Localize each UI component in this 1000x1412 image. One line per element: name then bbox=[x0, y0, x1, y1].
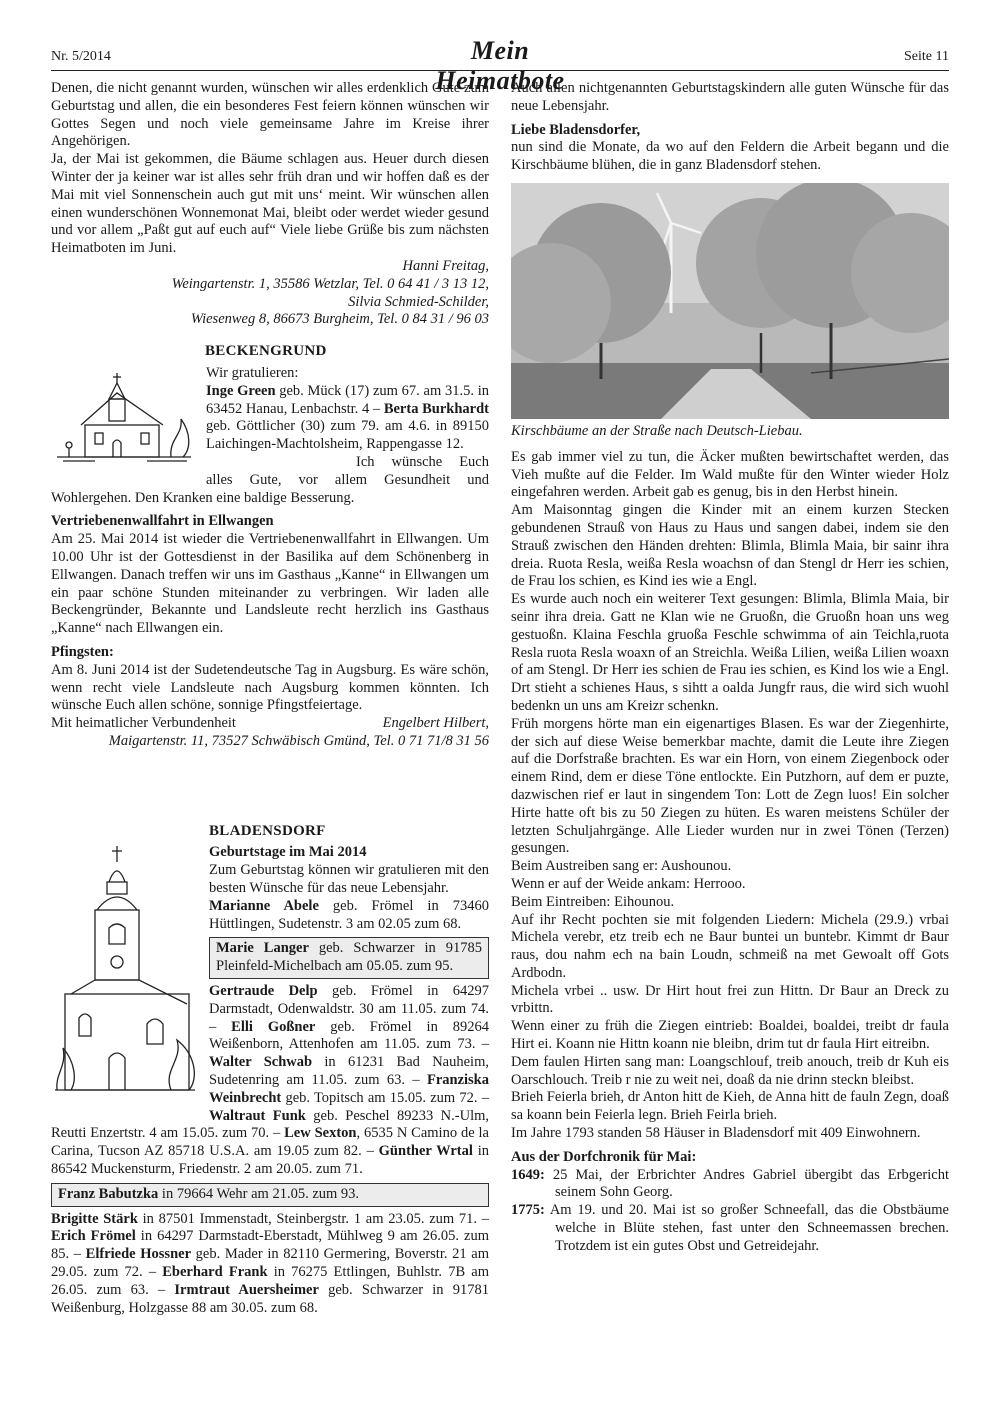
greeting-heading: Liebe Bladensdorfer, bbox=[511, 121, 641, 138]
pfingsten-text: Am 8. Juni 2014 ist der Sudetendeutsche Tag in Augsburg. Es wäre schön, wenn recht viele Landsleute nach Augsburg kommen könnten. Ich wünsche Euch allen schöne, sonnige Pfingstfeiertage. bbox=[51, 661, 489, 714]
closing-line: Mit heimatlicher Verbundenheit Engelbert Hilbert, bbox=[51, 715, 489, 732]
beckengrund-wish: Ich wünsche Euch alles Gute, vor allem Gesundheit und Wohlergehen. Den Kranken eine baldige Besserung. bbox=[51, 453, 489, 506]
bladensdorf-birthdays-2: Gertraude Delp geb. Frömel in 64297 Darmstadt, Odenwaldstr. 30 am 11.05. zum 74. – Elli Goßner geb. Frömel in 89264 Weißenborn, Attenhofen am 11.05. zum 73. –Walter Schwab in 61231 Bad Nauheim, Sudetenring am 11.05. zum 63. – Franziska Weinbrecht geb. Topitsch am 15.05. zum 72. – Waltraut Funk geb. Peschel 89233 N.-Ulm, Reutti Enzertstr. 4 am 15.05. zum 70. – Lew Sexton, 6535 N Camino de la Carina, Tucson AZ 85718 U.S.A. am 19.05 zum 82. – Günther Wrtal in 86542 Muckensturm, Friedenstr. 2 am 20.05. zum 71. bbox=[51, 983, 490, 1178]
closing-address: Maigartenstr. 11, 73527 Schwäbisch Gmünd, Tel. 0 71 71/8 31 56 bbox=[108, 732, 489, 749]
bladensdorf-intro: Zum Geburtstag können wir gratulieren mit den besten Wünsche für das neue Lebensjahr. bbox=[209, 862, 489, 897]
photo-caption: Kirschbäume an der Straße nach Deutsch-Liebau. bbox=[511, 422, 803, 439]
right-paragraph-6: Beim Austreiben sang er: Aushounou. bbox=[511, 858, 732, 875]
right-intro: Auch allen nichtgenannten Geburtstagskindern alle guten Wünsche für das neue Lebensjahr. bbox=[511, 80, 949, 114]
church-illustration bbox=[51, 844, 199, 1106]
signature-name-2: Silvia Schmied-Schilder, bbox=[348, 293, 489, 310]
section-title-beckengrund: BECKENGRUND bbox=[205, 343, 327, 360]
bladensdorf-subheading: Geburtstage im Mai 2014 bbox=[209, 844, 367, 861]
right-paragraph-10: Michela vrbei .. usw. Dr Hirt hout frei zun Hittn. Dr Baur an Dreck zu vrbittn. bbox=[511, 982, 949, 1017]
right-paragraph-4: Es wurde auch noch ein weiterer Text gesungen: Blimla, Blimla Maia, bir seinr ihra dreia. Gatt ne Klan wie ne Gruoßn, die Gruoßn hoan uns weg gestuoßn. Klaina Feschla gruoßa Feschle schwimma of ain Teichla,ruota Resla ruota Resla woaxn of an Streichla. Weißa Lilien, weißa Lilien woaxn of am Stengl. Dr Herr ies schien de Frau ies schien, es Kind los wie a Engl. Drt stieht a schienes Haus, s sihtt a oalda Jungfr raus, die wird sich wuohl bedenkn un uns am Kreizr schenkn. bbox=[511, 591, 949, 714]
right-paragraph-14: Im Jahre 1793 standen 58 Häuser in Bladensdorf mit 409 Einwohnern. bbox=[511, 1125, 921, 1142]
section-title-bladensdorf: BLADENSDORF bbox=[209, 822, 326, 839]
cherry-trees-photo bbox=[511, 183, 949, 419]
bladensdorf-birthday-1: Marianne Abele geb. Frömel in 73460 Hüttlingen, Sudetenstr. 3 am 02.05 zum 68. bbox=[209, 897, 489, 932]
chronicle-entry-1649: 1649: 25 Mai, der Erbrichter Andres Gabriel übergibt das Erbgericht seinem Sohn Georg. bbox=[511, 1166, 949, 1201]
beckengrund-greeting: Wir gratulieren: bbox=[206, 364, 299, 381]
signature-name-1: Hanni Freitag, bbox=[402, 257, 489, 274]
header-rule bbox=[51, 70, 949, 71]
signature-address-1: Weingartenstr. 1, 35586 Wetzlar, Tel. 0 64 41 / 3 13 12, bbox=[171, 275, 489, 292]
newsletter-title: Mein Heimatbote bbox=[435, 36, 565, 95]
right-paragraph-5: Früh morgens hörte man ein eigenartiges Blasen. Es war der Ziegenhirte, der sich auf diese Weise bemerkbar machte, damit die Leute ihre Ziegen auf die Dorfstraße brachten. Es war ein Horn, von einem Ziegenbock oder einem Rind, dem er diese Töne entlockte. Ein Putzhorn, auf dem er puzte, dazwischen rief er laut in singendem Ton: Lott de Zegn luos! Ein solcher Hirte hatte oft bis zu 50 Ziegen zu hüten. Es waren meistens Schüler der letzten Schuljahrgänge. Alle Lieder wurden nur in zwei Tönen (Terzen) gesungen. bbox=[511, 715, 949, 857]
right-paragraph-9: Auf ihr Recht pochten sie mit folgenden Liedern: Michela (29.9.) vrbai Michela verebr, etz treib ech ne Baur buntei un buntebr. Kimmt dr Baur raus, dou nahm ech na bain Loudn, schmeiß na met Gewoalt off Gots Ardbodn. bbox=[511, 911, 949, 981]
right-paragraph-12: Dem faulen Hirten sang man: Loangschlouf, treib anouch, treib dr Kuh eis Oarschlouch. Treib r nie zu weit nei, doaß da nie drinn steckn bleibst. bbox=[511, 1053, 949, 1088]
wallfahrt-text: Am 25. Mai 2014 ist wieder die Vertriebenenwallfahrt in Ellwangen. Um 10.00 Uhr ist der Gottesdienst in der Basilika auf dem Schönenberg in Ellwangen. Danach treffen wir uns im Gasthaus „Kanne“ in Ellwangen um ein paar schöne Stunden miteinander zu verbringen. Wir laden alle Beckengründer, Bekannte und Landsleute recht herzlich ins Gasthaus „Kanne“ nach Ellwangen ein. bbox=[51, 531, 489, 637]
right-paragraph-2: Es gab immer viel zu tun, die Äcker mußten bewirtschaftet werden, das Vieh mußte auf die Felder. Im Wald mußte für den Winter wieder Holz eingefahren werden. Arbeit gab es genug, bis in den Herbst hinein. bbox=[511, 448, 949, 501]
right-paragraph-13: Brieh Feierla brieh, dr Anton hitt de Kieh, de Anna hitt de fauln Zegn, doaß sa koann bein Feierla legn. Brieh Feirla brieh. bbox=[511, 1089, 949, 1124]
intro-paragraph-1: Denen, die nicht genannt wurden, wünschen wir alles erdenklich Gute zum Geburtstag und allen, die ein besonderes Fest feiern können wünschen wir Gottes Segen und noch viele gemeinsame Jahre im Kreise ihrer Angehörigen. bbox=[51, 80, 489, 150]
beckengrund-birthdays: Inge Green geb. Mück (17) zum 67. am 31.5. in 63452 Hanau, Lenbachstr. 4 – Berta Burkhardt geb. Göttlicher (30) zum 79. am 4.6. in 89150 Laichingen-Machtolsheim, Rappengasse 12. bbox=[206, 382, 489, 453]
page-number: Seite 11 bbox=[904, 49, 949, 64]
right-paragraph-7: Wenn er auf der Weide ankam: Herrooo. bbox=[511, 875, 746, 892]
intro-paragraph-2: Ja, der Mai ist gekommen, die Bäume schlagen aus. Heuer durch diesen Winter der ja keiner war ist alles sehr früh dran und wir hoffen daß es der Mai mit viel Sonnenschein auch gut mit uns‘ meint. Wir wünschen allen einen wunderschönen Wonnemonat Mai, bleibt oder werdet wieder gesund und vor allem „Paßt gut auf euch auf“ Viele liebe Grüße bis zum nächsten Heimatboten im Juni. bbox=[51, 151, 489, 257]
right-column bbox=[511, 80, 949, 1256]
issue-number: Nr. 5/2014 bbox=[51, 49, 111, 64]
chronicle-heading: Aus der Dorfchronik für Mai: bbox=[511, 1148, 697, 1165]
signature-address-2: Wiesenweg 8, 86673 Burgheim, Tel. 0 84 31 / 96 03 bbox=[190, 311, 489, 328]
chronicle-entry-1775: 1775: Am 19. und 20. Mai ist so großer Schneefall, das die Obstbäume welche in Blüte stehen, fast unter den Schneemassen brechen. Trotzdem ist ein gutes Obst und Getreidejahr. bbox=[511, 1202, 949, 1254]
left-column bbox=[51, 80, 489, 1317]
highlight-box-marie-langer: Marie Langer geb. Schwarzer in 91785 Pleinfeld-Michelbach am 05.05. zum 95. bbox=[209, 937, 489, 979]
highlight-box-franz-babutzka: Franz Babutzka in 79664 Wehr am 21.05. zum 93. bbox=[51, 1183, 489, 1207]
pfingsten-heading: Pfingsten: bbox=[51, 643, 114, 660]
right-paragraph-11: Wenn einer zu früh die Ziegen eintrieb: Boaldei, boaldei, treibt dr faula Hirt ei. Koann nie Hittn koann nie bleibn, drim tut dr faula Hirt eitreibn. bbox=[511, 1018, 949, 1053]
right-paragraph-8: Beim Eintreiben: Eihounou. bbox=[511, 893, 675, 910]
greeting-text: nun sind die Monate, da wo auf den Feldern die Arbeit begann und die Kirschbäume blühen, die in ganz Bladensdorf stehen. bbox=[511, 139, 949, 174]
right-paragraph-3: Am Maisonntag gingen die Kinder mit an einem kurzen Stecken gebundenen Strauß von Haus zu Haus und sangen dabei, indem sie den Strauß zwischen den Händen drehten: Blimla, Blimla Maia, bir sainr ihra dreia. Ruota Resla, weißa Resla woachsn of dan Stengl dr Herr ies schien, de Frau los schien, es Kind ies wie a Engl. bbox=[511, 502, 949, 590]
chapel-illustration bbox=[51, 369, 196, 469]
wallfahrt-heading: Vertriebenenwallfahrt in Ellwangen bbox=[51, 513, 274, 530]
bladensdorf-birthdays-3: Brigitte Stärk in 87501 Immenstadt, Steinbergstr. 1 am 23.05. zum 71. – Erich Frömel in 64297 Darmstadt-Eberstadt, Mühlweg 9 am 26.05. zum 85. – Elfriede Hossner geb. Mader in 82110 Germering, Boverstr. 21 am 29.05. zum 72. – Eberhard Frank in 76275 Ettlingen, Buhlstr. 7B am 26.05. zum 63. – Irmtraut Auersheimer geb. Schwarzer in 91781 Weißenburg, Holzgasse 88 am 30.05. zum 68. bbox=[51, 1210, 489, 1316]
